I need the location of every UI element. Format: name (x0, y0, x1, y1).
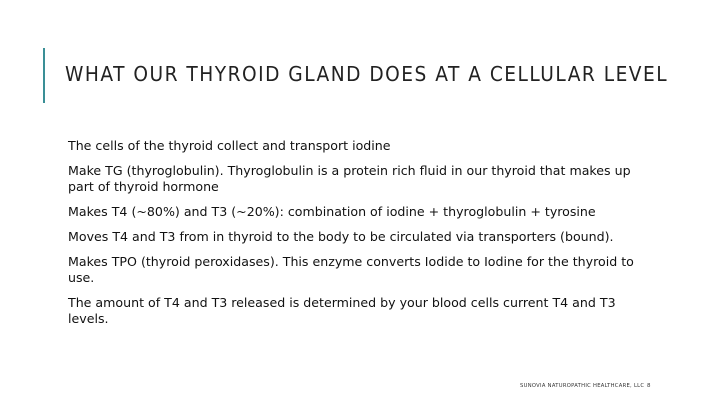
title-accent-bar (43, 48, 45, 103)
page-number: 8 (647, 383, 651, 389)
slide-title: WHAT OUR THYROID GLAND DOES AT A CELLULAR LEVEL (65, 62, 669, 86)
slide-body (68, 138, 648, 336)
bullet-text: Makes T4 (~80%) and T3 (~20%): combination of iodine + thyroglobulin + tyrosine (68, 204, 596, 219)
bullet-text: Make TG (thyroglobulin). Thyroglobulin is a protein rich fluid in our thyroid that makes up part of thyroid hormone (68, 163, 631, 194)
bullet-text: The amount of T4 and T3 released is determined by your blood cells current T4 and T3 levels. (68, 295, 616, 326)
bullet-text: Makes TPO (thyroid peroxidases). This enzyme converts Iodide to Iodine for the thyroid to use. (68, 254, 634, 285)
footer-text: SUNOVIA NATUROPATHIC HEALTHCARE, LLC (520, 383, 645, 389)
bullet-text: Moves T4 and T3 from in thyroid to the body to be circulated via transporters (bound). (68, 229, 614, 244)
bullet-text: The cells of the thyroid collect and transport iodine (68, 138, 391, 153)
